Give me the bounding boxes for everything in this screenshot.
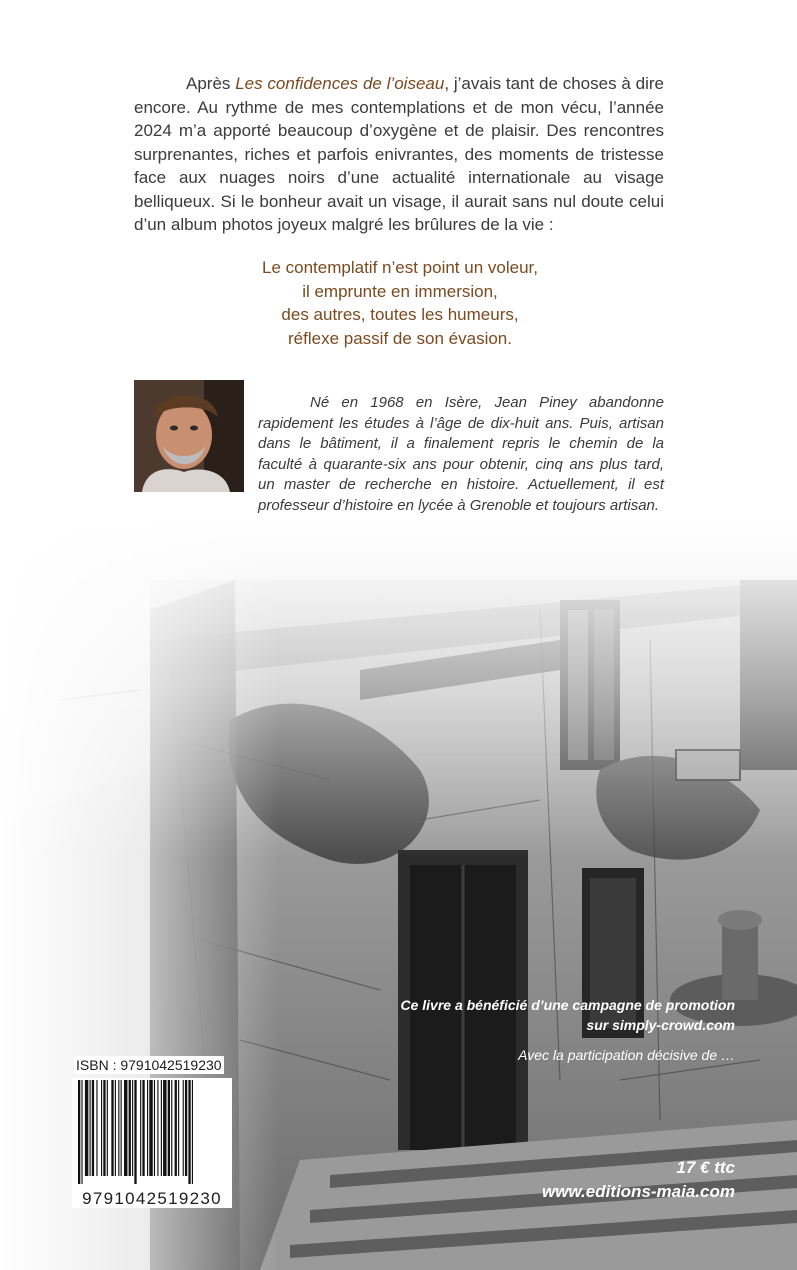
barcode-bar [142, 1080, 144, 1176]
barcode-bar [85, 1080, 88, 1176]
barcode-bar [132, 1080, 133, 1176]
book-title-reference: Les confidences de l’oiseau [235, 74, 445, 93]
barcode-bar [178, 1080, 179, 1176]
author-photo [134, 380, 244, 492]
barcode-bar [118, 1080, 119, 1176]
publisher-website: www.editions-maia.com [541, 1182, 735, 1201]
isbn-label: ISBN : 9791042519230 [76, 1057, 222, 1073]
barcode-bar [134, 1080, 136, 1184]
barcode-bar [140, 1080, 141, 1176]
barcode-bar [81, 1080, 82, 1184]
poem-line: Le contemplatif n’est point un voleur, [262, 258, 538, 277]
partner-note: Avec la participation décisive de … [518, 1047, 735, 1063]
barcode-bar [171, 1080, 172, 1176]
barcode-bar [107, 1080, 108, 1176]
barcode-bar [90, 1080, 91, 1176]
barcode-bar [157, 1080, 158, 1176]
promotion-line: sur simply-crowd.com [586, 1017, 735, 1033]
price: 17 € ttc [676, 1158, 735, 1177]
barcode-digits: 9791042519230 [82, 1189, 222, 1208]
promotion-note [400, 995, 735, 1035]
barcode-bar [175, 1080, 177, 1176]
barcode-bar [161, 1080, 162, 1176]
barcode-bar [111, 1080, 113, 1176]
poem-line: réflexe passif de son évasion. [288, 328, 512, 348]
barcode-bar [103, 1080, 105, 1176]
barcode-bar [92, 1080, 94, 1176]
barcode-bar [96, 1080, 97, 1176]
barcode-bar [183, 1080, 184, 1176]
barcode-bar [147, 1080, 148, 1176]
barcode-bar [129, 1080, 131, 1176]
poem-line: il emprunte en immersion, [302, 281, 498, 301]
barcode-bar [188, 1080, 190, 1184]
author-bio-text: Né en 1968 en Isère, Jean Piney abandonne rapidement les études à l’âge de dix-huit ans. Puis, artisan dans le bâtiment, il a finalement repris le chemin de la faculté à quarante-six ans pour obtenir, cinq ans plus tard, un master de recherche en histoire. Actuellement, il est professeur d’histoire en lycée à Grenoble et toujours artisan. [258, 394, 664, 514]
barcode-bar [121, 1080, 122, 1176]
barcode [72, 1078, 232, 1208]
blurb-body: , j’avais tant de choses à dire encore. Au rythme de mes contemplations et de mon vécu, l’année 2024 m’a apporté beaucoup d’oxygène et de plaisir. Des rencontres surprenantes, riches et parfois enivrantes, des moments de tristesse face aux nuages noirs d’une actualité internationale au visage belliqueux. Si le bonheur avait un visage, il aurait sans nul doute celui d’un album photos joyeux malgré les brûlures de la vie : [134, 74, 664, 234]
barcode-bar [101, 1080, 102, 1176]
barcode-bar [115, 1080, 116, 1176]
promotion-line: Ce livre a bénéficié d’une campagne de promotion [400, 997, 735, 1013]
poem-line: des autres, toutes les humeurs, [281, 305, 519, 324]
poem-excerpt [180, 256, 620, 350]
barcode-bar [168, 1080, 170, 1176]
barcode-bar [154, 1080, 155, 1176]
blurb-intro: Après [186, 74, 236, 93]
barcode-bar [163, 1080, 166, 1176]
barcode-bar [149, 1080, 152, 1176]
author-bio [258, 393, 664, 516]
barcode-bar [78, 1080, 80, 1184]
barcode-bar [185, 1080, 187, 1176]
barcode-bar [192, 1080, 193, 1184]
back-cover-blurb [134, 72, 664, 237]
barcode-bar [124, 1080, 127, 1176]
